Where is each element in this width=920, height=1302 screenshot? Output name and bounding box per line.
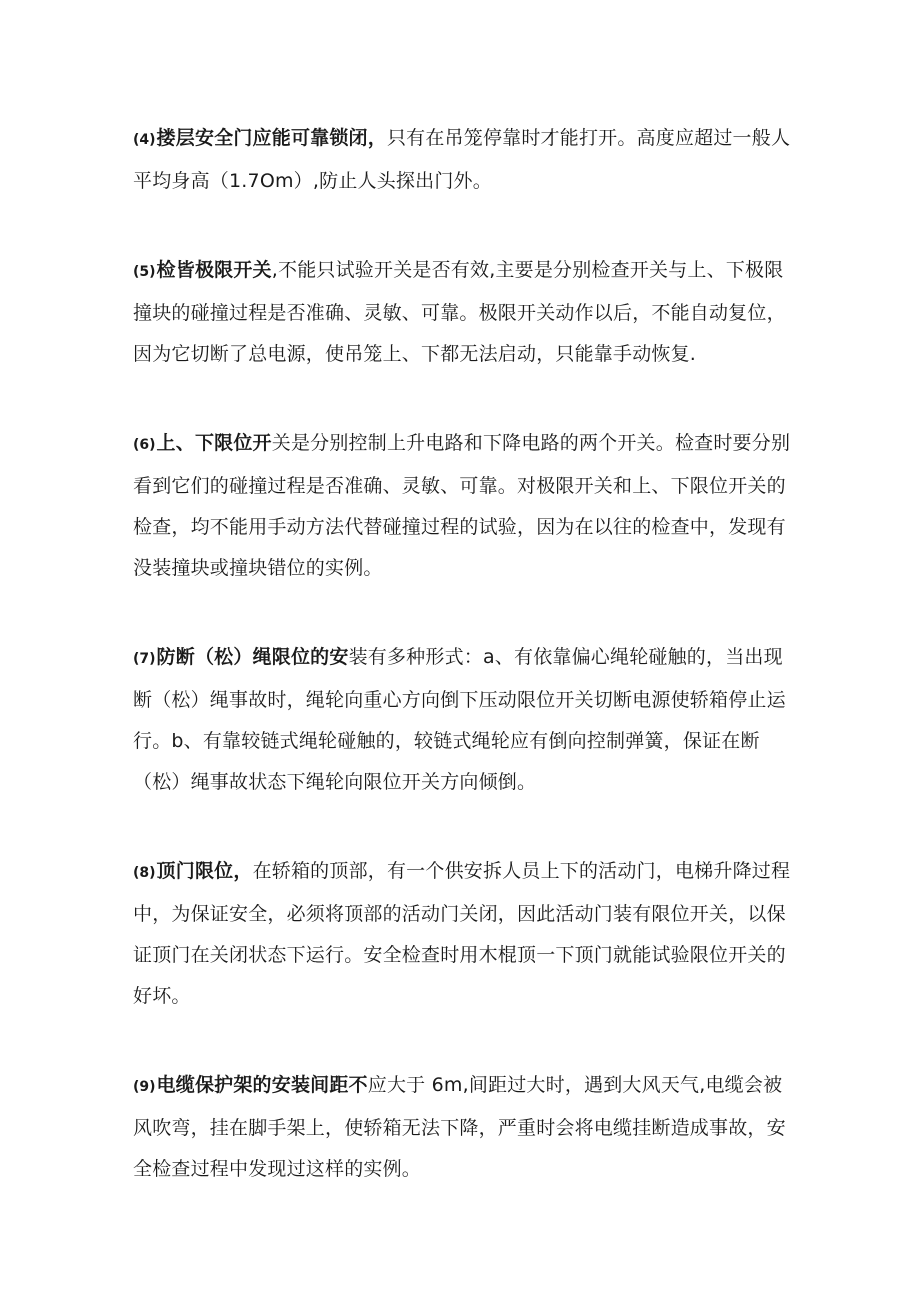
item-number: (9) xyxy=(133,1079,156,1095)
paragraph-9 xyxy=(133,1065,795,1190)
paragraph-8 xyxy=(133,851,795,1017)
item-heading: 搂层安全门应能可靠锁闭， xyxy=(156,127,387,149)
paragraph-5 xyxy=(133,250,795,375)
item-heading: 电缆保护架的安装间距不 xyxy=(156,1074,368,1096)
item-heading: 防断（松）绳限位的安 xyxy=(156,646,349,668)
paragraph-4 xyxy=(133,118,795,202)
item-number: (5) xyxy=(133,264,156,280)
item-text: 应大于 6m,间距过大时，遇到大风天气,电缆会被风吹弯，挂在脚手架上，使轿箱无法下降，严重时会将电缆挂断造成事故，安全检查过程中发现过这样的实例。 xyxy=(133,1074,786,1180)
item-text: ,不能只试验开关是否有效,主要是分别检查开关与上、下极限撞块的碰撞过程是否准确、灵敏、可靠。极限开关动作以后，不能自动复位，因为它切断了总电源，使吊笼上、下都无法启动，只能靠手动恢复. xyxy=(133,259,786,365)
item-number: (7) xyxy=(133,651,156,667)
paragraph-7 xyxy=(133,637,795,803)
item-text: 关是分别控制上升电路和下降电路的两个开关。检查时要分别看到它们的碰撞过程是否准确、灵敏、可靠。对极限开关和上、下限位开关的检查，均不能用手动方法代替碰撞过程的试验，因为在以往的检查中，发现有没装撞块或撞块错位的实例。 xyxy=(133,432,791,579)
item-number: (4) xyxy=(133,132,156,148)
document-body xyxy=(133,118,795,1238)
item-heading: 顶门限位， xyxy=(156,860,253,882)
item-heading: 检皆极限开关 xyxy=(156,259,272,281)
item-text: 在轿箱的顶部，有一个供安拆人员上下的活动门，电梯升降过程中，为保证安全，必须将顶部的活动门关闭，因此活动门装有限位开关，以保证顶门在关闭状态下运行。安全检查时用木棍顶一下顶门就能试验限位开关的好坏。 xyxy=(133,860,791,1007)
item-text: 装有多种形式：a、有依靠偏心绳轮碰触的，当出现断（松）绳事故时，绳轮向重心方向倒下压动限位开关切断电源使轿箱停止运行。b、有靠较链式绳轮碰触的，较链式绳轮应有倒向控制弹簧，保证在断（松）绳事故状态下绳轮向限位开关方向倾倒。 xyxy=(133,646,786,793)
item-text: 只有在吊笼停靠时才能打开。高度应超过一般人平均身高（1.7Om）,防止人头探出门外。 xyxy=(133,127,791,192)
item-number: (8) xyxy=(133,865,156,881)
item-heading: 上、下限位开 xyxy=(156,432,272,454)
item-number: (6) xyxy=(133,437,156,453)
paragraph-6 xyxy=(133,423,795,589)
